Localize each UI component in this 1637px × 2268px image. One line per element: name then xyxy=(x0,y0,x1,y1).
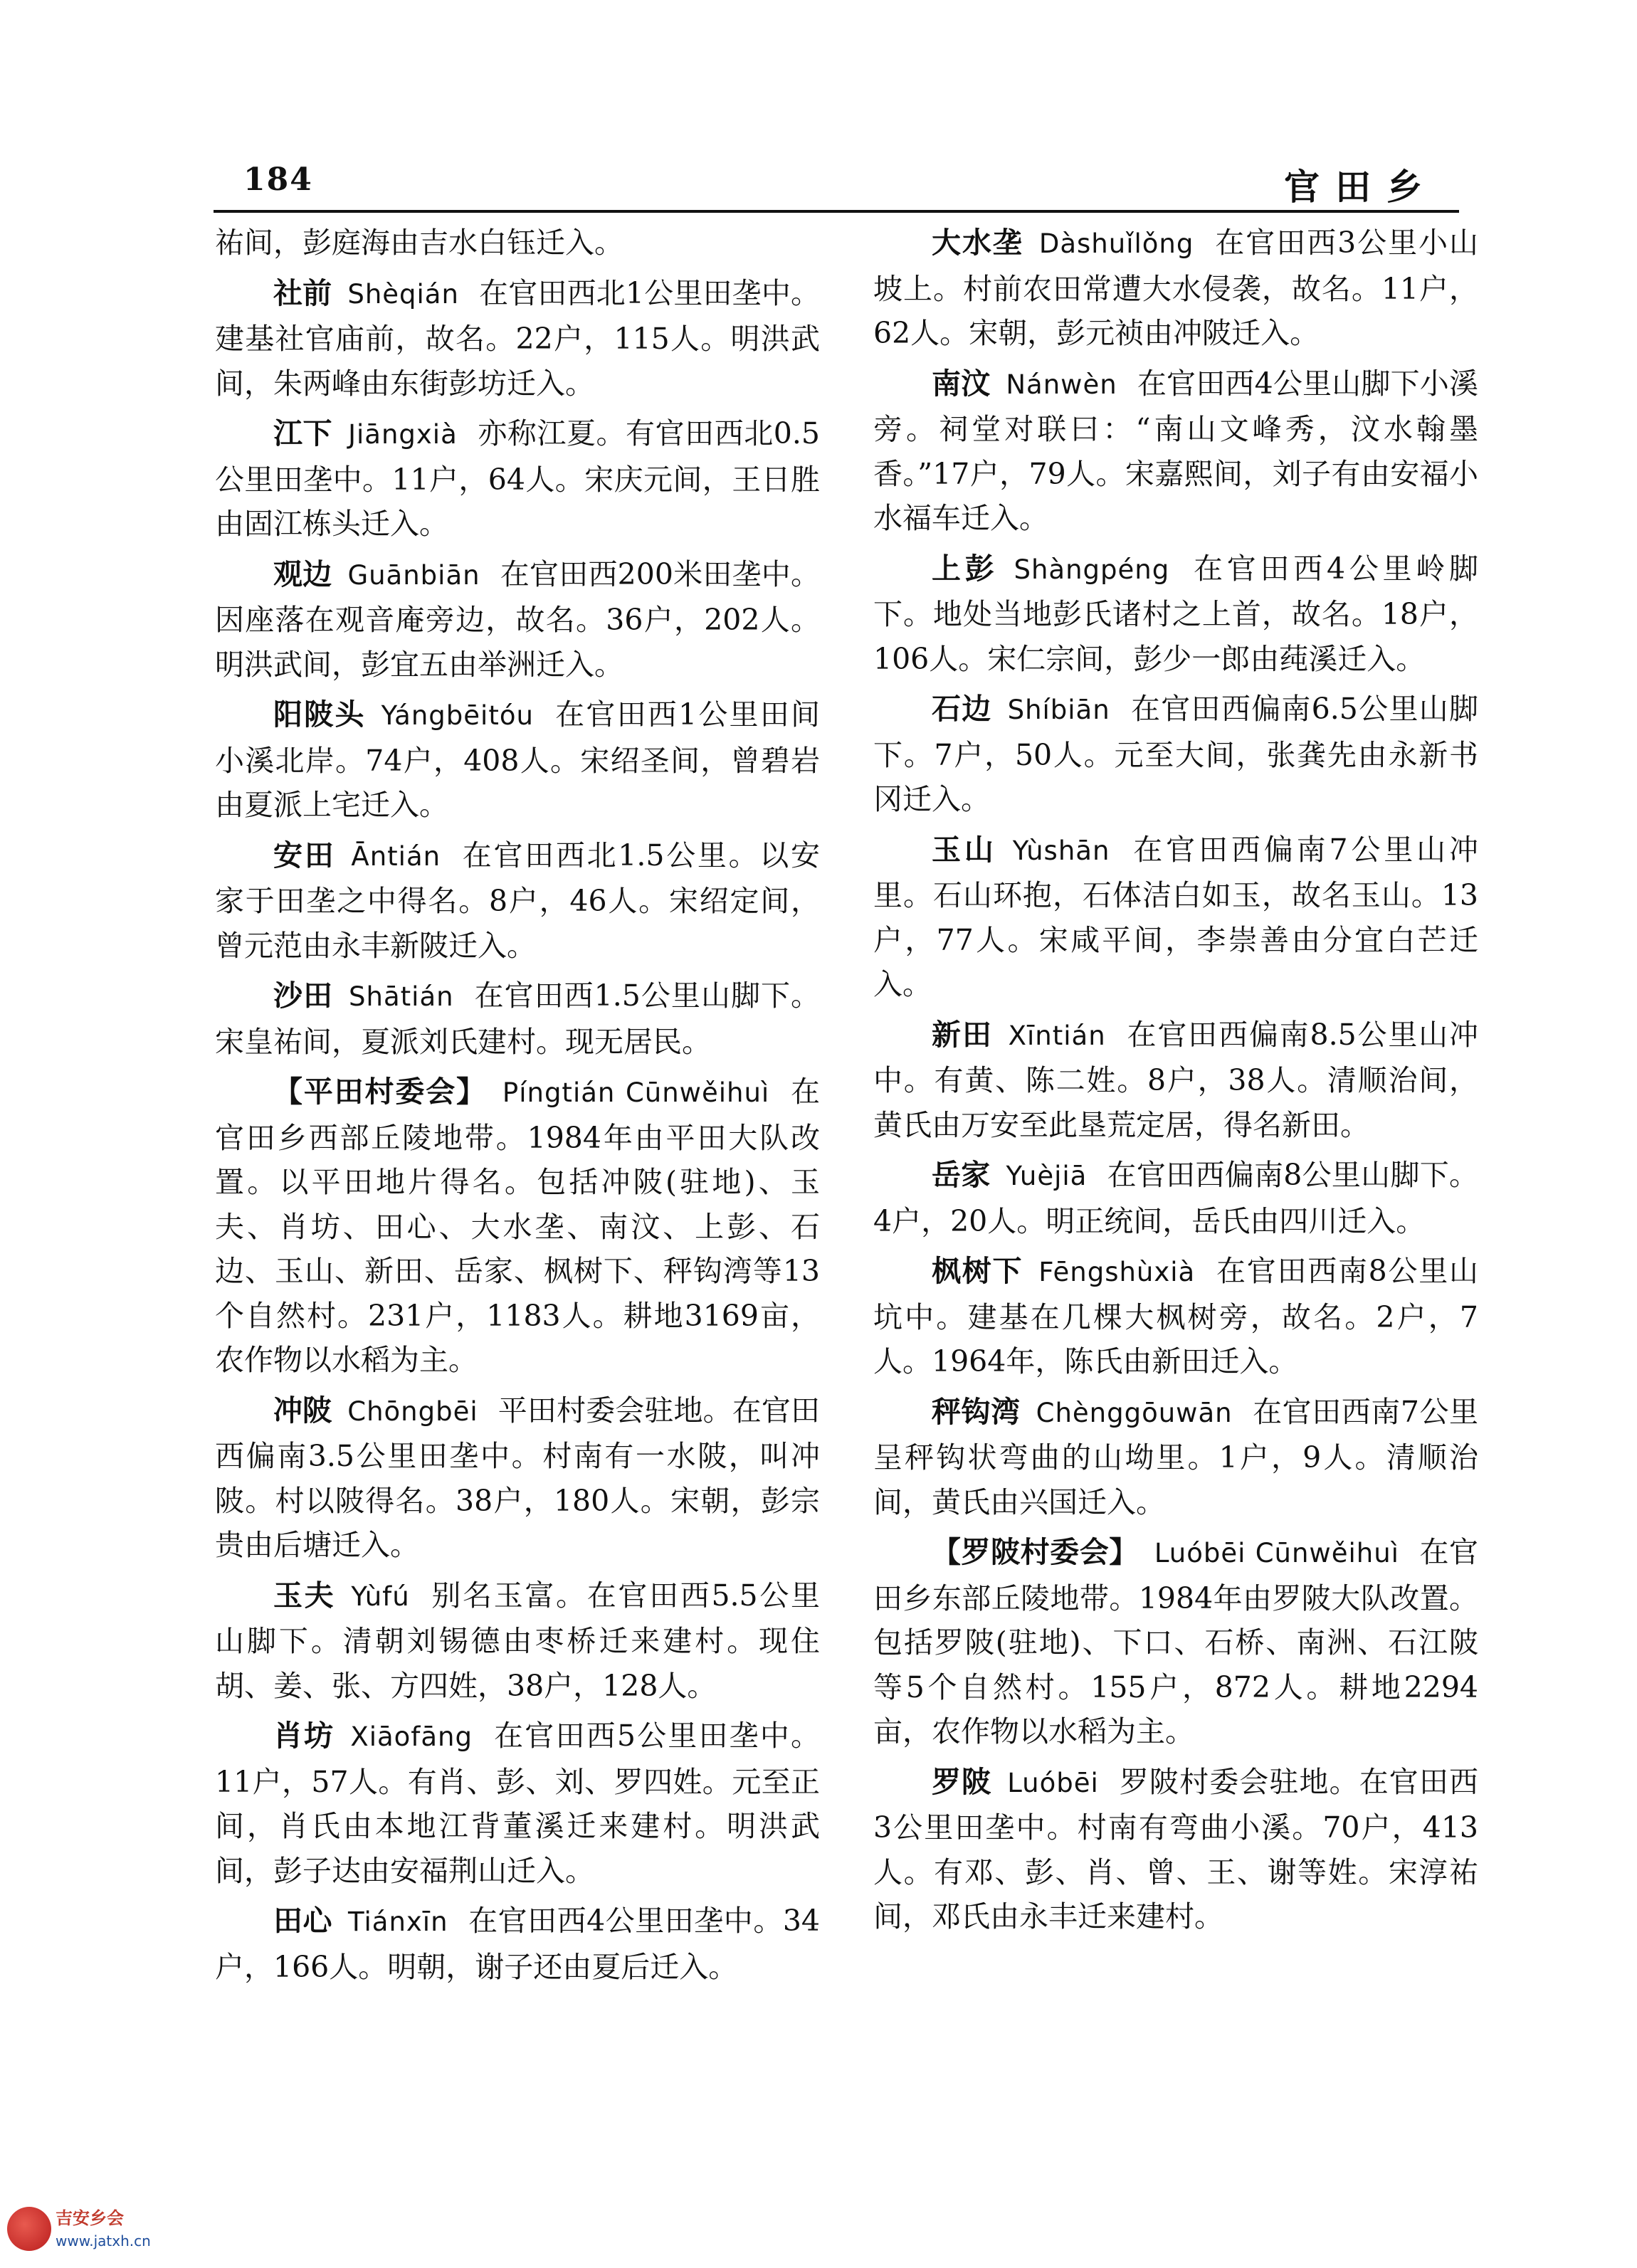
place-name: 上彭 xyxy=(932,551,999,586)
left-column xyxy=(215,221,820,1995)
place-pinyin: Píngtián Cūnwěihuì xyxy=(502,1077,770,1108)
page-header xyxy=(214,153,1459,217)
place-pinyin: Shèqián xyxy=(347,278,459,310)
place-name: 冲陂 xyxy=(273,1393,332,1428)
place-entry xyxy=(873,1390,1478,1525)
place-pinyin: Shíbiān xyxy=(1007,695,1110,725)
place-pinyin: Xiāofāng xyxy=(350,1721,473,1752)
place-pinyin: Āntián xyxy=(351,840,441,872)
place-name: 阳陂头 xyxy=(273,697,366,732)
header-rule xyxy=(214,210,1459,213)
place-entry xyxy=(873,1153,1478,1243)
place-pinyin: Chènggōuwān xyxy=(1036,1397,1233,1428)
place-pinyin: Luóbēi Cūnwěihuì xyxy=(1154,1538,1399,1568)
place-description: 在官田乡西部丘陵地带。1984年由平田大队改置。以平田地片得名。包括冲陂(驻地)、玉夫、肖坊、田心、大水垄、南汶、上彭、石边、玉山、新田、岳家、枫树下、秤钩湾等13个自然村。231户，1183人。耕地3169亩，农作物以水稻为主。 xyxy=(215,1075,821,1377)
place-entry xyxy=(215,1573,820,1709)
place-entry xyxy=(873,828,1478,1007)
place-name: 江下 xyxy=(273,416,333,450)
place-pinyin: Luóbēi xyxy=(1007,1767,1099,1798)
place-pinyin: Yùfú xyxy=(351,1581,410,1612)
place-name: 秤钩湾 xyxy=(932,1394,1021,1429)
place-entry xyxy=(215,974,820,1064)
place-entry xyxy=(873,1249,1478,1384)
site-watermark xyxy=(7,2204,178,2261)
place-pinyin: Guānbiān xyxy=(347,559,480,591)
place-name: 罗陂 xyxy=(932,1764,992,1799)
place-pinyin: Shàngpéng xyxy=(1014,554,1170,585)
place-description: 在官田西偏南8.5公里山冲中。有黄、陈二姓。8户，38人。清顺治间，黄氏由万安至此垦荒定居，得名新田。 xyxy=(873,1017,1479,1142)
place-description: 在官田西1公里田间小溪北岸。74户，408人。宋绍圣间，曾碧岩由夏派上宅迁入。 xyxy=(215,697,820,822)
place-name: 观边 xyxy=(273,557,332,591)
place-entry xyxy=(873,547,1478,682)
place-name: 石边 xyxy=(932,692,992,726)
place-description: 在官田西1.5公里山脚下。宋皇祐间，夏派刘氏建村。现无居民。 xyxy=(215,979,821,1059)
place-pinyin: Yuèjiā xyxy=(1006,1161,1088,1191)
place-name: 肖坊 xyxy=(273,1719,335,1753)
place-entry xyxy=(215,271,820,406)
running-title: 官田乡 xyxy=(1284,166,1438,208)
place-description: 祐间，彭庭海由吉水白钰迁入。 xyxy=(215,226,623,260)
place-description: 平田村委会驻地。在官田西偏南3.5公里田垄中。村南有一水陂，叫冲陂。村以陂得名。38户，180人。宋朝，彭宗贵由后塘迁入。 xyxy=(215,1393,821,1562)
place-entry xyxy=(873,221,1478,356)
place-pinyin: Dàshuǐlǒng xyxy=(1038,228,1194,259)
place-entry xyxy=(873,687,1478,822)
place-description: 在官田西南7公里呈秤钩状弯曲的山坳里。1户，9人。清顺治间，黄氏由兴国迁入。 xyxy=(873,1394,1478,1519)
place-name: 枫树下 xyxy=(932,1254,1023,1288)
place-entry xyxy=(215,411,820,547)
place-name: 【罗陂村委会】 xyxy=(932,1535,1139,1569)
place-name: 岳家 xyxy=(932,1158,991,1192)
place-description: 在官田西北1公里田垄中。建基社官庙前，故名。22户，115人。明洪武间，朱两峰由东街彭坊迁入。 xyxy=(215,275,821,401)
place-name: 沙田 xyxy=(273,979,334,1013)
place-description: 在官田西南8公里山坑中。建基在几棵大枫树旁，故名。2户，7人。1964年，陈氏由新田迁入。 xyxy=(873,1254,1478,1378)
place-entry xyxy=(873,1530,1478,1754)
page-number: 184 xyxy=(243,162,313,198)
place-pinyin: Jiāngxià xyxy=(348,419,458,450)
place-entry xyxy=(215,221,820,265)
place-description: 在官田西4公里岭脚下。地处当地彭氏诸村之上首，故名。18户，106人。宋仁宗间，彭少一郎由莼溪迁入。 xyxy=(873,551,1479,676)
place-pinyin: Yángbēitóu xyxy=(381,700,534,731)
watermark-logo-icon xyxy=(7,2207,51,2251)
place-description: 在官田西4公里田垄中。34户，166人。明朝，谢子还由夏后迁入。 xyxy=(215,1904,821,1984)
place-name: 新田 xyxy=(932,1017,993,1052)
place-entry xyxy=(873,1760,1478,1939)
place-entry xyxy=(215,833,820,969)
watermark-url: www.jatxh.cn xyxy=(56,2232,151,2249)
place-pinyin: Fēngshùxià xyxy=(1038,1257,1196,1287)
place-pinyin: Nánwèn xyxy=(1006,369,1117,400)
place-pinyin: Chōngbēi xyxy=(347,1396,478,1427)
right-column xyxy=(873,221,1478,1945)
place-entry xyxy=(873,1013,1478,1148)
place-pinyin: Yùshān xyxy=(1012,835,1110,866)
place-name: 【平田村委会】 xyxy=(273,1075,487,1109)
place-pinyin: Shātián xyxy=(349,981,454,1012)
place-name: 社前 xyxy=(273,275,332,310)
watermark-title: 吉安乡会 xyxy=(56,2208,124,2228)
place-description: 在官田西4公里山脚下小溪旁。祠堂对联曰：“南山文峰秀，汶水翰墨香。”17户，79人。宋嘉熙间，刘子有由安福小水福车迁入。 xyxy=(873,366,1478,535)
place-name: 玉山 xyxy=(932,832,997,867)
place-entry xyxy=(215,1388,820,1568)
place-name: 田心 xyxy=(273,1904,333,1938)
place-entry xyxy=(215,1070,820,1383)
place-description: 在官田西200米田垄中。因座落在观音庵旁边，故名。36户，202人。明洪武间，彭宜五由举洲迁入。 xyxy=(215,557,820,682)
place-entry xyxy=(873,362,1478,541)
place-description: 在官田西5公里田垄中。11户，57人。有肖、彭、刘、罗四姓。元至正间，肖氏由本地江背董溪迁来建村。明洪武间，彭子达由安福荆山迁入。 xyxy=(215,1719,820,1888)
place-description: 别名玉富。在官田西5.5公里山脚下。清朝刘锡德由枣桥迁来建村。现住胡、姜、张、方四姓，38户，128人。 xyxy=(215,1578,821,1703)
place-description: 在官田西偏南6.5公里山脚下。7户，50人。元至大间，张龚先由永新书冈迁入。 xyxy=(873,692,1479,816)
place-entry xyxy=(215,552,820,687)
place-name: 玉夫 xyxy=(273,1578,336,1613)
place-entry xyxy=(215,692,820,828)
place-description: 在官田西北1.5公里。以安家于田垄之中得名。8户，46人。宋绍定间，曾元范由永丰新陂迁入。 xyxy=(215,838,821,963)
place-description: 在官田西偏南8公里山脚下。4户，20人。明正统间，岳氏由四川迁入。 xyxy=(873,1158,1478,1238)
place-description: 在官田乡东部丘陵地带。1984年由罗陂大队改置。包括罗陂(驻地)、下口、石桥、南洲、石江陂等5个自然村。155户，872人。耕地2294亩，农作物以水稻为主。 xyxy=(873,1535,1479,1749)
place-description: 在官田西3公里小山坡上。村前农田常遭大水侵袭，故名。11户，62人。宋朝，彭元祯由冲陂迁入。 xyxy=(873,226,1478,350)
place-name: 大水垄 xyxy=(932,226,1023,260)
place-description: 亦称江夏。有官田西北0.5公里田垄中。11户，64人。宋庆元间，王日胜由固江栋头迁入。 xyxy=(215,416,821,541)
place-pinyin: Tiánxīn xyxy=(348,1906,448,1937)
place-pinyin: Xīntián xyxy=(1008,1020,1106,1051)
place-name: 安田 xyxy=(273,838,336,872)
place-name: 南汶 xyxy=(932,366,991,401)
place-entry xyxy=(215,1714,820,1893)
place-description: 在官田西偏南7公里山冲里。石山环抱，石体洁白如玉，故名玉山。13户，77人。宋咸平间，李崇善由分宜白芒迁入。 xyxy=(873,832,1478,1001)
place-description: 罗陂村委会驻地。在官田西3公里田垄中。村南有弯曲小溪。70户，413人。有邓、彭、肖、曾、王、谢等姓。宋淳祐间，邓氏由永丰迁来建村。 xyxy=(873,1764,1479,1934)
place-entry xyxy=(215,1899,820,1989)
